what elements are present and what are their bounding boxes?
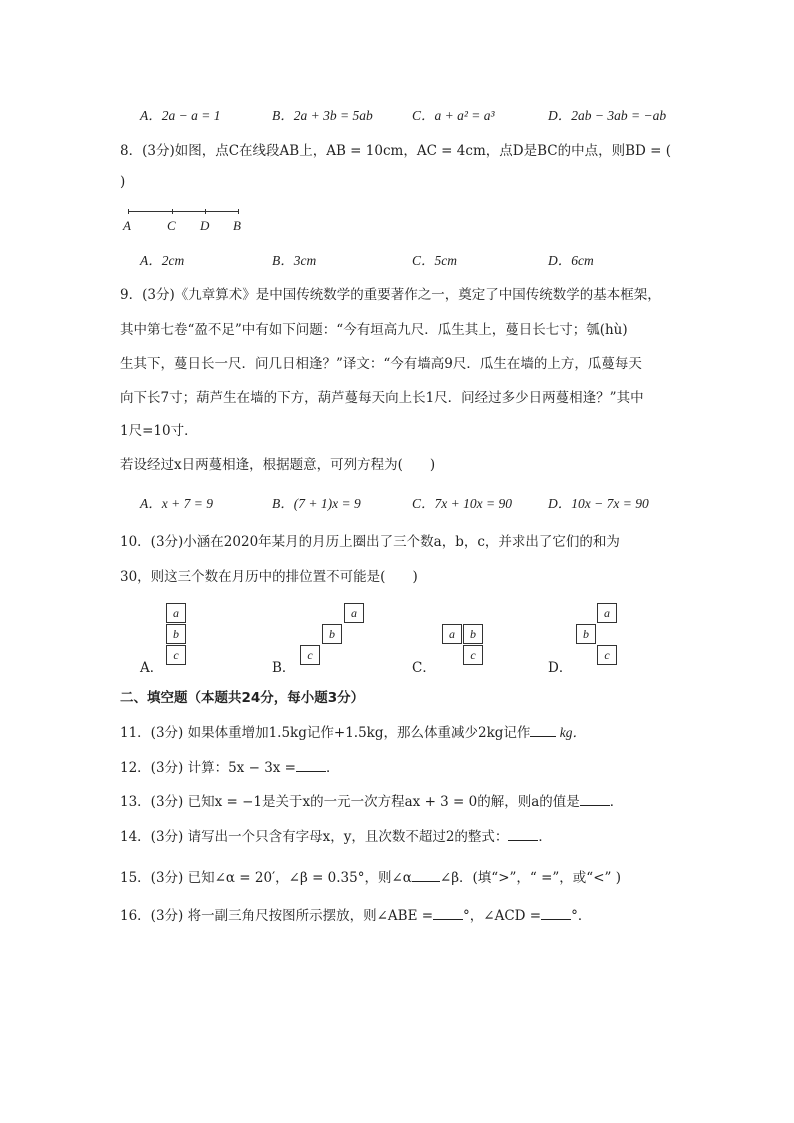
q8-option-d: D．6cm — [548, 253, 594, 268]
q9-option-b: B．(7 + 1)x = 9 — [272, 496, 361, 511]
label-a: A — [123, 218, 131, 233]
tick-d — [205, 209, 206, 214]
q14-end: ． — [538, 829, 552, 845]
q9-stem-line1: 9．(3分)《九章算术》是中国传统数学的重要著作之一，奠定了中国传统数学的基本框架， — [120, 287, 661, 303]
label-c: C — [167, 218, 176, 233]
q8-option-a: A．2cm — [140, 253, 185, 268]
q9-option-d: D．10x − 7x = 90 — [548, 496, 649, 511]
label-b: B — [233, 218, 241, 233]
segment-line — [128, 211, 239, 212]
q13 — [120, 790, 623, 810]
q10-stem-line1: 10．(3分)小涵在2020年某月的月历上圈出了三个数a，b，c，并求出了它们的和为 — [120, 534, 620, 550]
q16 — [120, 904, 591, 924]
q12-end: ． — [326, 760, 340, 776]
q16-end: °． — [571, 908, 592, 924]
section-fill-in-heading: 二、填空题（本题共24分，每小题3分） — [120, 690, 365, 706]
tick-c — [172, 209, 173, 214]
q15-end: ∠β．(填“>”，“ =”，或“<” ) — [439, 870, 621, 886]
q16-answer-blank-1[interactable] — [433, 907, 463, 920]
q10-option-c: C． — [412, 660, 436, 676]
q7-option-b: B．2a + 3b = 5ab — [272, 108, 373, 123]
label-d: D — [200, 218, 210, 233]
q7-option-d: D．2ab − 3ab = −ab — [548, 108, 667, 123]
q11-text: 11．(3分) 如果体重增加1.5kg记作+1.5kg，那么体重减少2kg记作 — [120, 725, 531, 741]
q11-answer-blank[interactable] — [530, 724, 556, 737]
figure-c-cell-c: c — [463, 645, 483, 665]
q11 — [120, 721, 586, 741]
q16-answer-blank-2[interactable] — [541, 907, 571, 920]
q9-stem-line3: 生其下，蔓日长一尺．问几日相逢？”译文：“今有墙高9尺．瓜生在墙的上方，瓜蔓每天 — [120, 356, 642, 372]
figure-c-cell-a: a — [442, 624, 462, 644]
q9-stem-line6: 若设经过x日两蔓相逢，根据题意，可列方程为( ) — [120, 457, 436, 473]
figure-d-cell-b: b — [576, 624, 596, 644]
q14-answer-blank[interactable] — [508, 828, 538, 841]
q10-option-b: B． — [272, 660, 296, 676]
q14 — [120, 825, 552, 845]
q9-stem-line4: 向下长7寸；葫芦生在墙的下方，葫芦蔓每天向上长1尺．问经过多少日两蔓相逢？”其中 — [120, 390, 644, 406]
figure-b-cell-a: a — [344, 603, 364, 623]
q16-text: 16．(3分) 将一副三角尺按图所示摆放，则∠ABE = — [120, 908, 434, 924]
q12-answer-blank[interactable] — [296, 759, 326, 772]
figure-a-cell-c: c — [166, 645, 186, 665]
q9-stem-line2: 其中第七卷“盈不足”中有如下问题：“今有垣高九尺．瓜生其上，蔓日长七寸；瓠(hù) — [120, 322, 628, 338]
q8-stem-line1: 8．(3分)如图，点C在线段AB上，AB = 10cm，AC = 4cm，点D是BC的中点，则BD = ( — [120, 143, 671, 159]
figure-c-cell-b: b — [463, 624, 483, 644]
figure-b-cell-b: b — [322, 624, 342, 644]
q9-option-a: A．x + 7 = 9 — [140, 496, 213, 511]
q10-option-d: D． — [548, 660, 573, 676]
q13-end: ． — [609, 794, 624, 810]
q7-option-c: C．a + a² = a³ — [412, 108, 495, 123]
tick-a — [128, 209, 129, 214]
q12 — [120, 756, 340, 776]
q9-stem-line5: 1尺=10寸． — [120, 423, 198, 439]
figure-a-cell-b: b — [166, 624, 186, 644]
q13-text: 13．(3分) 已知x = −1是关于x的一元一次方程ax + 3 = 0的解，则a的值是 — [120, 794, 580, 810]
q15-text: 15．(3分) 已知∠α = 20′，∠β = 0.35°，则∠α — [120, 870, 412, 886]
q8-option-b: B．3cm — [272, 253, 317, 268]
q16-mid: °，∠ACD = — [463, 908, 542, 924]
q10-option-a: A． — [140, 660, 164, 676]
figure-d-cell-c: c — [597, 645, 617, 665]
q10-stem-line2: 30，则这三个数在月历中的排位置不可能是( ) — [120, 569, 418, 585]
q15 — [120, 866, 621, 886]
q11-unit: kg． — [556, 725, 587, 740]
q13-answer-blank[interactable] — [580, 793, 610, 806]
figure-a-cell-a: a — [166, 603, 186, 623]
tick-b — [238, 209, 239, 214]
q9-option-c: C．7x + 10x = 90 — [412, 496, 512, 511]
q15-answer-blank[interactable] — [412, 869, 440, 882]
q8-stem-line2: ) — [120, 174, 126, 190]
figure-d-cell-a: a — [597, 603, 617, 623]
q7-option-a: A．2a − a = 1 — [140, 108, 221, 123]
q14-text: 14．(3分) 请写出一个只含有字母x，y，且次数不超过2的整式： — [120, 829, 509, 845]
q12-text: 12．(3分) 计算：5x − 3x = — [120, 760, 296, 776]
q8-option-c: C．5cm — [412, 253, 457, 268]
figure-b-cell-c: c — [300, 645, 320, 665]
